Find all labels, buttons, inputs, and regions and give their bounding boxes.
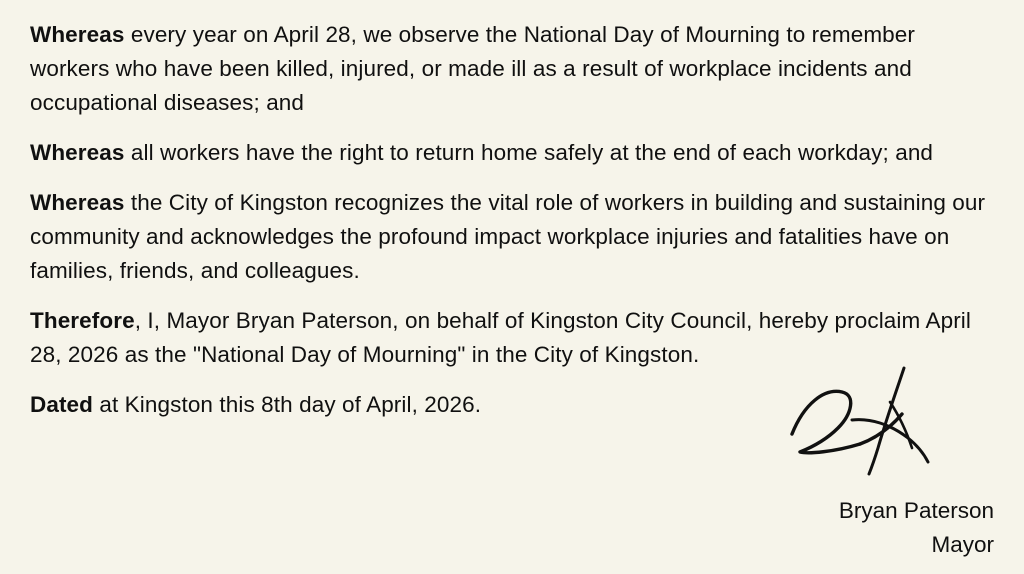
paragraph-body-text: all workers have the right to return home safely at the end of each workday; and bbox=[124, 140, 934, 165]
paragraph-lead-word: Therefore bbox=[30, 308, 135, 333]
paragraph-body-text: , I, Mayor Bryan Paterson, on behalf of Kingston City Council, hereby proclaim April 28, 2026 as the "National Day of Mourning" in the City of Kingston. bbox=[30, 308, 971, 367]
paragraph-body-text: at Kingston this 8th day of April, 2026. bbox=[93, 392, 482, 417]
paragraph-body-text: every year on April 28, we observe the National Day of Mourning to remember workers who have been killed, injured, or made ill as a result of workplace incidents and occupational diseases; and bbox=[30, 22, 915, 115]
paragraph-body-text: the City of Kingston recognizes the vital role of workers in building and sustaining our community and acknowledges the profound impact workplace injuries and fatalities have on families, friends, and colleagues. bbox=[30, 190, 986, 283]
paragraph-whereas-2 bbox=[30, 136, 994, 170]
paragraph-whereas-1 bbox=[30, 18, 994, 120]
handwritten-signature-icon bbox=[786, 362, 936, 482]
signature-title: Mayor bbox=[931, 532, 994, 557]
signature-block bbox=[664, 362, 994, 562]
paragraph-lead-word: Whereas bbox=[30, 22, 125, 47]
paragraph-lead-word: Dated bbox=[30, 392, 94, 417]
paragraph-lead-word: Whereas bbox=[30, 190, 125, 215]
signature-name: Bryan Paterson bbox=[838, 498, 994, 523]
paragraph-whereas-3 bbox=[30, 186, 994, 288]
paragraph-lead-word: Whereas bbox=[30, 140, 125, 165]
